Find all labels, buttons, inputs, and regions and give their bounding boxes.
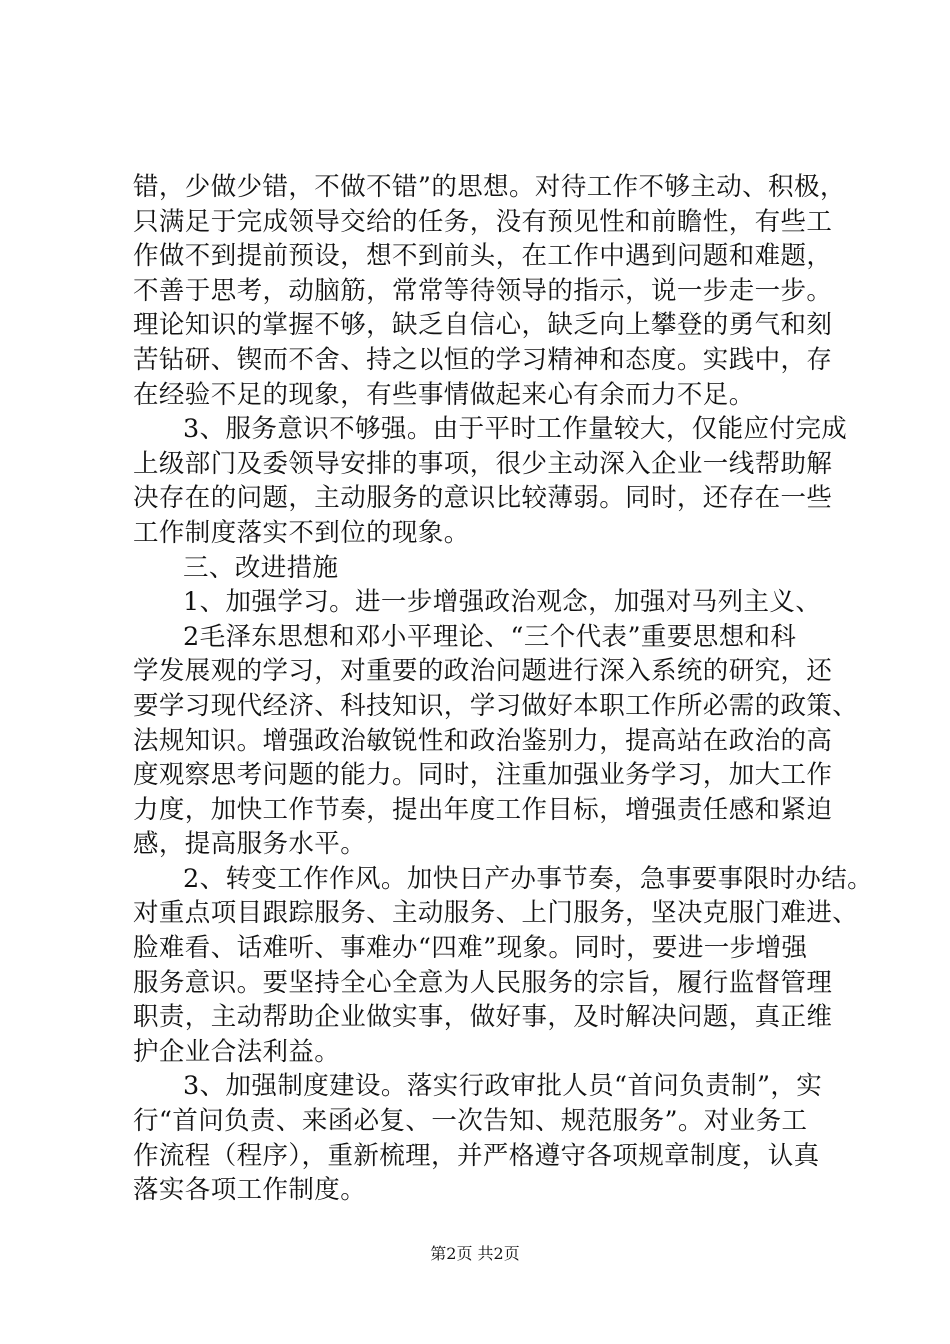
text-line: 苦钻研、锲而不舍、持之以恒的学习精神和态度。实践中，存 [133,344,833,375]
text-line: 决存在的问题，主动服务的意识比较薄弱。同时，还存在一些 [133,483,833,514]
text-line: 理论知识的掌握不够，缺乏自信心，缺乏向上攀登的勇气和刻 [133,310,833,341]
text-line: 度观察思考问题的能力。同时，注重加强业务学习，加大工作 [133,760,833,791]
text-line: 行“首问负责、来函必复、一次告知、规范服务”。对业务工 [133,1106,808,1137]
text-line: 只满足于完成领导交给的任务，没有预见性和前瞻性，有些工 [133,206,833,237]
text-line: 3、加强制度建设。落实行政审批人员“首问负责制”，实 [183,1071,823,1102]
text-line: 3、服务意识不够强。由于平时工作量较大，仅能应付完成 [183,414,848,445]
text-line: 感，提高服务水平。 [133,829,367,860]
text-line: 三、改进措施 [183,552,339,583]
page-footer: 第2页 共2页 [430,1244,520,1263]
text-line: 护企业合法利益。 [133,1036,341,1067]
document-body [133,170,874,1208]
text-line: 力度，加快工作节奏，提出年度工作目标，增强责任感和紧迫 [133,794,833,825]
text-line: 要学习现代经济、科技知识，学习做好本职工作所必需的政策、 [133,690,859,721]
text-line: 错，少做少错，不做不错”的思想。对待工作不够主动、积极， [133,172,846,202]
text-line: 不善于思考，动脑筋，常常等待领导的指示，说一步走一步。 [133,275,833,306]
text-line: 学发展观的学习，对重要的政治问题进行深入系统的研究，还 [133,656,833,687]
text-line: 在经验不足的现象，有些事情做起来心有余而力不足。 [133,379,755,410]
text-line: 上级部门及委领导安排的事项，很少主动深入企业一线帮助解 [133,448,833,479]
text-line: 1、加强学习。进一步增强政治观念，加强对马列主义、 [183,587,822,618]
text-line: 工作制度落实不到位的现象。 [133,517,470,548]
text-line: 对重点项目跟踪服务、主动服务、上门服务，坚决克服门难进、 [133,898,859,929]
text-line: 服务意识。要坚持全心全意为人民服务的宗旨，履行监督管理 [133,967,833,998]
text-line: 作做不到提前预设，想不到前头，在工作中遇到问题和难题， [133,241,833,272]
text-line: 职责，主动帮助企业做实事，做好事，及时解决问题，真正维 [133,1002,833,1033]
text-line: 作流程（程序），重新梳理，并严格遵守各项规章制度，认真 [133,1140,820,1171]
text-line: 2毛泽东思想和邓小平理论、“三个代表”重要思想和科 [183,621,797,652]
text-line: 落实各项工作制度。 [133,1175,367,1206]
text-line: 脸难看、话难听、事难办“四难”现象。同时，要进一步增强 [133,933,808,964]
text-line: 法规知识。增强政治敏锐性和政治鉴别力，提高站在政治的高 [133,725,833,756]
text-line: 2、转变工作作风。加快日产办事节奏，急事要事限时办结。 [183,863,874,894]
